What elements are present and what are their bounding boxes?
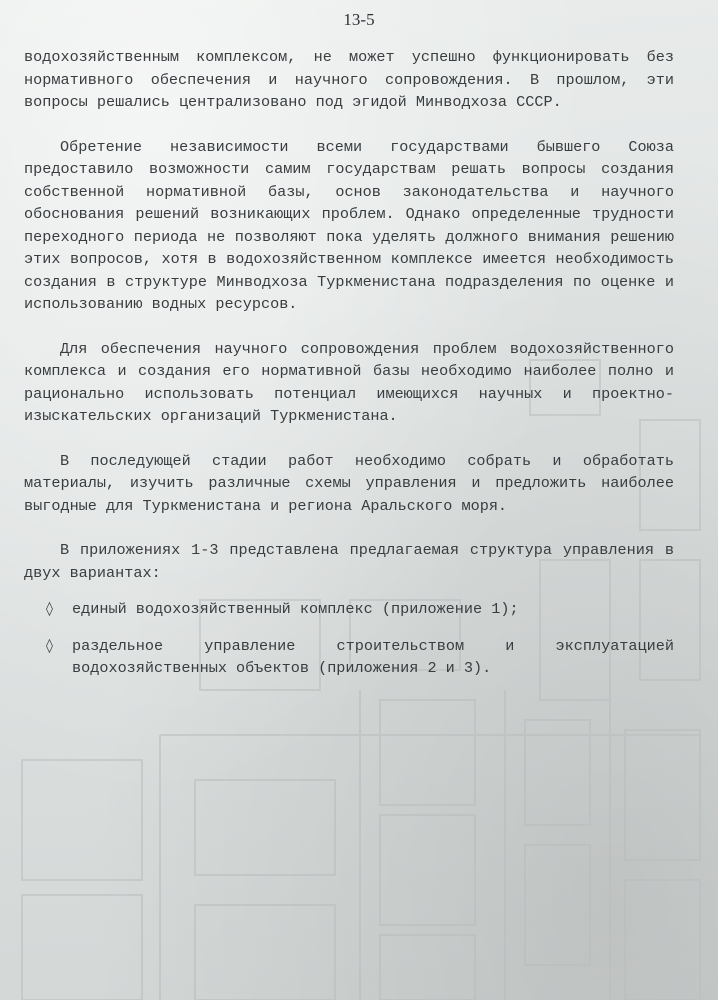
variant-list: [24, 598, 674, 680]
list-item: [24, 635, 674, 680]
document-body: [24, 46, 674, 694]
list-item-text: раздельное управление строительством и эксплуатацией водохозяйственных объектов (приложения 2 и 3).: [72, 636, 674, 677]
paragraph-4: В последующей стадии работ необходимо собрать и обработать материалы, изучить различные схемы управления и предложить наиболее выгодные для Туркменистана и региона Аральского моря.: [24, 451, 674, 515]
list-item-text: единый водохозяйственный комплекс (приложение 1);: [72, 600, 519, 618]
diamond-bullet-icon: ◊: [46, 637, 53, 654]
paragraph-2: Обретение независимости всеми государствами бывшего Союза предоставило возможности самим государствам решать вопросы создания собственной нормативной базы, основ законодательства и научного обоснования решений возникающих проблем. Однако определенные трудности переходного периода не позволяют пока уделять должного внимания решению этих вопросов, хотя в водохозяйственном комплексе имеется необходимость создания в структуре Минводхоза Туркменистана подразделения по оценке и использованию водных ресурсов.: [24, 137, 674, 313]
list-item: [24, 598, 674, 621]
page-number: 13-5: [343, 10, 375, 29]
paragraph-5: В приложениях 1-3 представлена предлагаемая структура управления в двух вариантах:: [24, 541, 674, 582]
paragraph-3: Для обеспечения научного сопровождения проблем водохозяйственного комплекса и создания его нормативной базы необходимо наиболее полно и рационально использовать потенциал имеющихся научных и проектно-изыскательских организаций Туркменистана.: [24, 339, 674, 425]
paragraph-1: водохозяйственным комплексом, не может успешно функционировать без нормативного обеспечения и научного сопровождения. В прошлом, эти вопросы решались централизовано под эгидой Минводхоза СССР.: [24, 48, 674, 111]
diamond-bullet-icon: ◊: [46, 601, 53, 617]
